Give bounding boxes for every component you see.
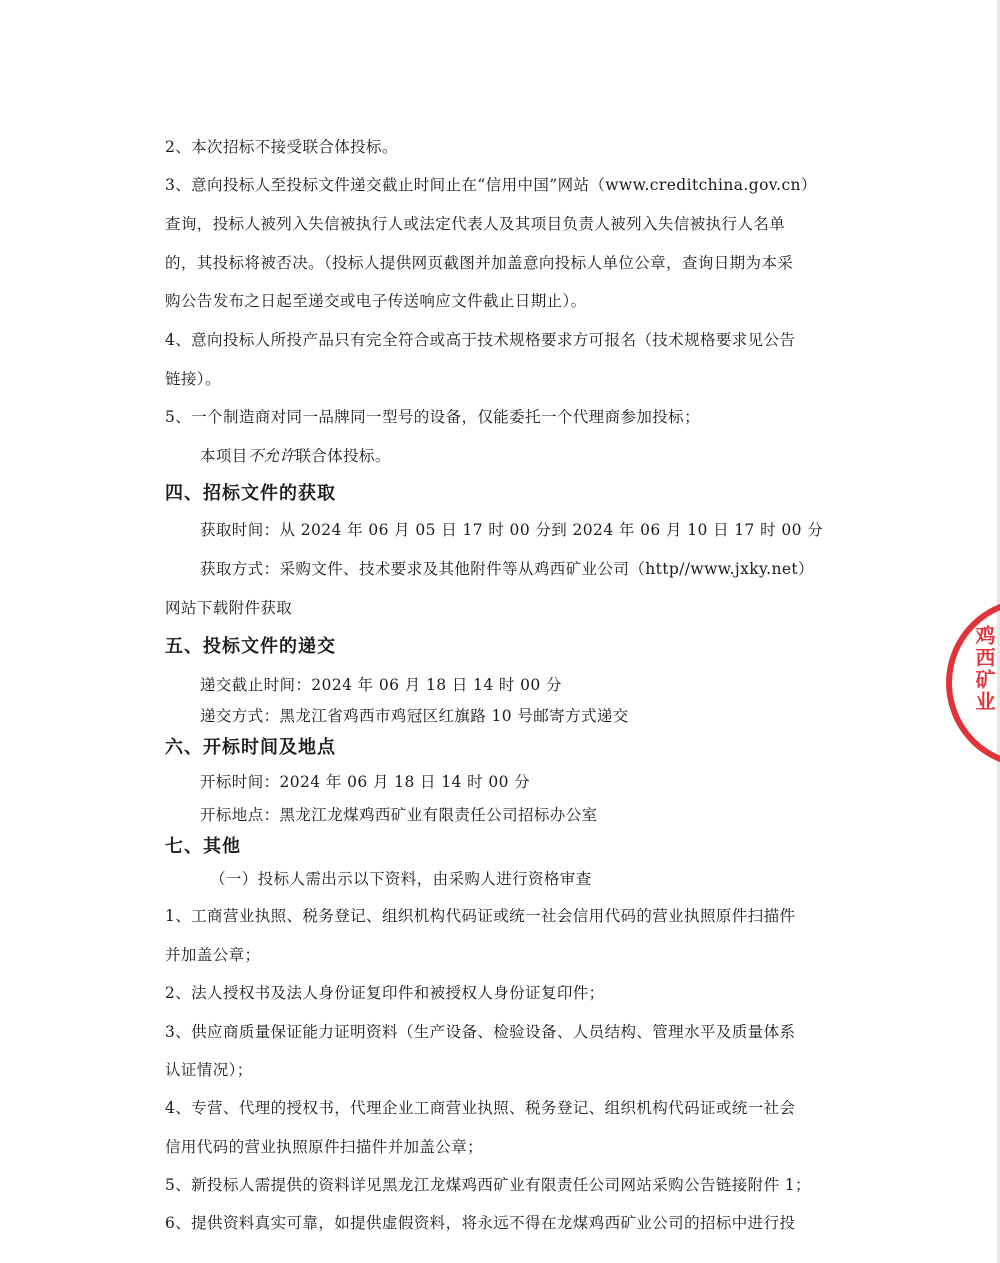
item-3-line-2: 查询，投标人被列入失信被执行人或法定代表人及其项目负责人被列入失信被执行人名单 [165,215,786,233]
obtain-method: 获取方式：采购文件、技术要求及其他附件等从鸡西矿业公司（http//www.jxky.net） [200,560,814,578]
item-4-line-1: 4、意向投标人所投产品只有完全符合或高于技术规格要求方可报名（技术规格要求见公告 [165,331,796,349]
submit-method: 递交方式：黑龙江省鸡西市鸡冠区红旗路 10 号邮寄方式递交 [200,707,629,725]
obtain-time: 获取时间：从 2024 年 06 月 05 日 17 时 00 分到 2024 年 06 月 10 日 17 时 00 分 [200,521,824,539]
req-5: 5、新投标人需提供的资料详见黑龙江龙煤鸡西矿业有限责任公司网站采购公告链接附件 1； [165,1176,811,1194]
item-2: 2、本次招标不接受联合体投标。 [165,138,398,156]
company-seal-text: 鸡西矿业 [972,625,996,713]
req-4-line-1: 4、专营、代理的授权书，代理企业工商营业执照、税务登记、组织机构代码证或统一社会 [165,1099,796,1117]
req-1-line-2: 并加盖公章； [165,946,261,964]
item-5: 5、一个制造商对同一品牌同一型号的设备，仅能委托一个代理商参加投标； [165,408,700,426]
item-3-line-4: 购公告发布之日起至递交或电子传送响应文件截止日期止）。 [165,292,587,310]
req-4-line-2: 信用代码的营业执照原件扫描件并加盖公章； [165,1138,484,1156]
section-6-heading: 六、开标时间及地点 [165,737,336,758]
item-4-line-2: 链接）。 [165,370,221,388]
item-3-line-1: 3、意向投标人至投标文件递交截止时间止在“信用中国”网站（www.creditchina.gov.cn） [165,176,817,194]
req-2: 2、法人授权书及法人身份证复印件和被授权人身份证复印件； [165,984,605,1002]
section-5-heading: 五、投标文件的递交 [165,636,336,657]
no-joint-bid-note [200,445,391,467]
section-7-heading: 七、其他 [165,836,241,857]
submit-deadline: 递交截止时间：2024 年 06 月 18 日 14 时 00 分 [200,676,562,694]
opening-place: 开标地点：黑龙江龙煤鸡西矿业有限责任公司招标办公室 [200,806,598,824]
note-emphasis: 不允许 [247,447,296,465]
req-3-line-2: 认证情况）； [165,1061,253,1079]
note-suffix: 联合体投标。 [295,447,391,465]
req-6: 6、提供资料真实可靠，如提供虚假资料，将永远不得在龙煤鸡西矿业公司的招标中进行投 [165,1214,796,1232]
section-4-heading: 四、招标文件的获取 [165,483,336,504]
req-1-line-1: 1、工商营业执照、税务登记、组织机构代码证或统一社会信用代码的营业执照原件扫描件 [165,907,796,925]
opening-time: 开标时间：2024 年 06 月 18 日 14 时 00 分 [200,773,531,791]
qualification-intro: （一）投标人需出示以下资料，由采购人进行资格审查 [210,870,592,888]
obtain-method-cont: 网站下载附件获取 [165,599,293,617]
item-3-line-3: 的，其投标将被否决。（投标人提供网页截图并加盖意向投标人单位公章，查询日期为本采 [165,254,794,272]
req-3-line-1: 3、供应商质量保证能力证明资料（生产设备、检验设备、人员结构、管理水平及质量体系 [165,1023,796,1041]
note-prefix: 本项目 [200,447,248,465]
